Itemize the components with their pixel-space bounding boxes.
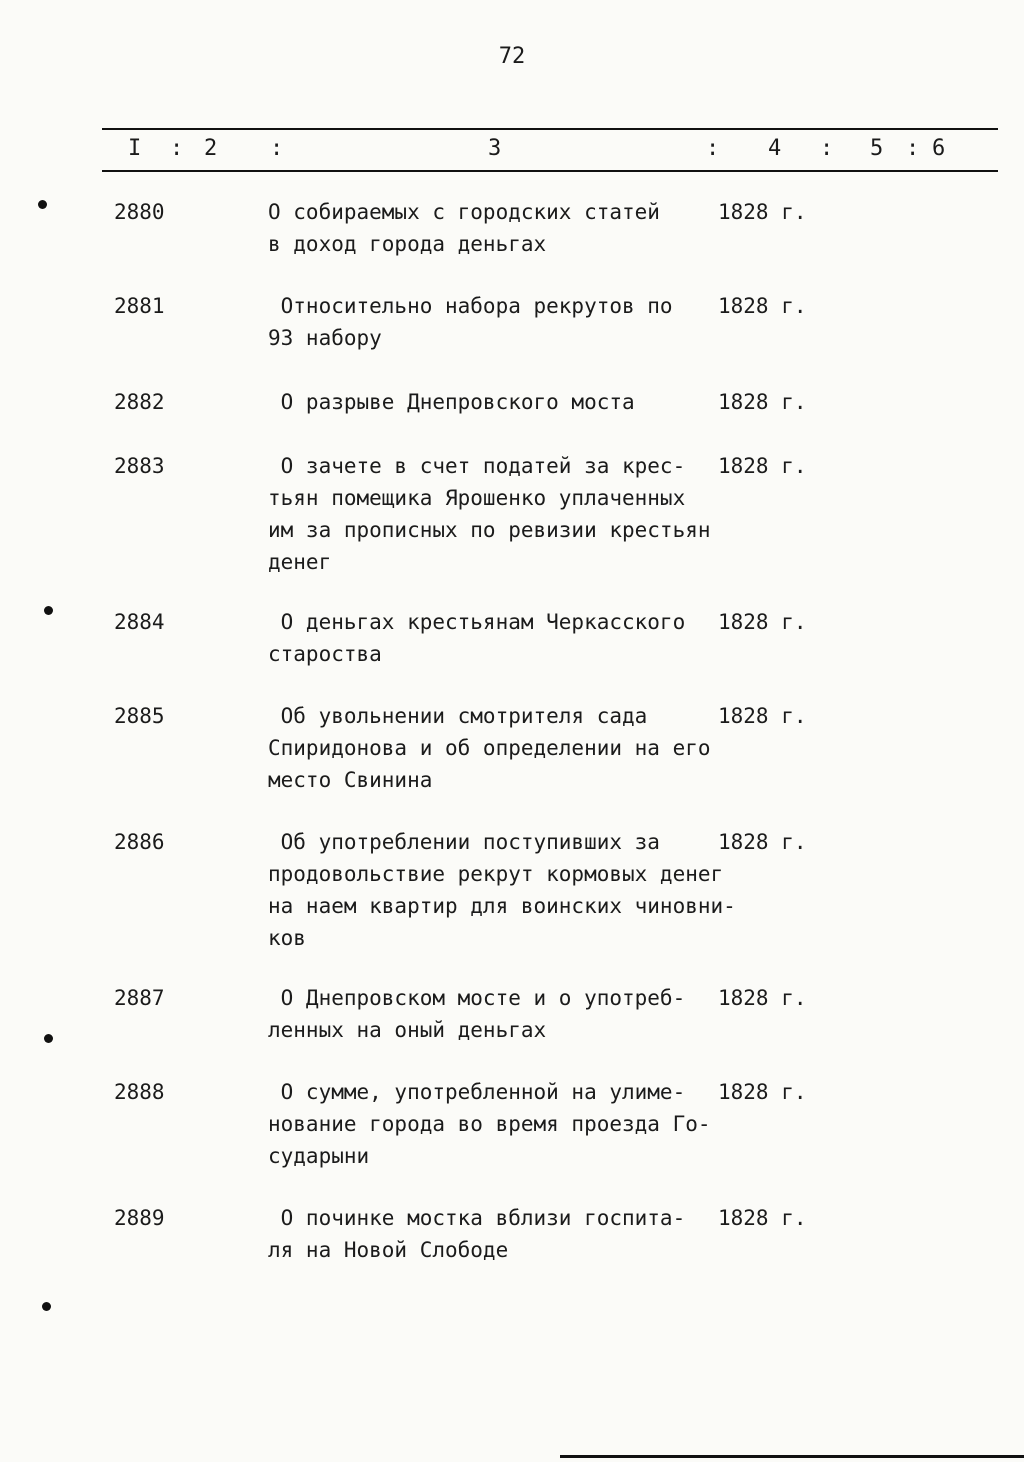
entry-title: О починке мостка вблизи госпита- ля на Новой Слободе xyxy=(268,1206,686,1262)
entry-title: О деньгах крестьянам Черкасского староства xyxy=(268,610,686,666)
punch-hole-mark xyxy=(44,1034,53,1043)
entry-title: О разрыве Днепровского моста xyxy=(268,390,635,414)
entry-date: 1828 г. xyxy=(718,704,807,728)
entry-date: 1828 г. xyxy=(718,1080,807,1104)
entry-number: 2883 xyxy=(114,454,165,478)
column-header-5: 5 xyxy=(870,136,884,161)
entry-date: 1828 г. xyxy=(718,1206,807,1230)
column-header-4: 4 xyxy=(768,136,782,161)
column-separator: : xyxy=(706,136,720,161)
entry-number: 2886 xyxy=(114,830,165,854)
entry-date: 1828 г. xyxy=(718,986,807,1010)
entry-number: 2884 xyxy=(114,610,165,634)
entry-number: 2881 xyxy=(114,294,165,318)
entry-title: О собираемых с городских статей в доход города деньгах xyxy=(268,200,660,256)
entry-title: Относительно набора рекрутов по 93 набору xyxy=(268,294,673,350)
entry-number: 2887 xyxy=(114,986,165,1010)
table-top-rule xyxy=(102,128,998,130)
entry-date: 1828 г. xyxy=(718,610,807,634)
entry-date: 1828 г. xyxy=(718,200,807,224)
entry-number: 2889 xyxy=(114,1206,165,1230)
entry-title: Об употреблении поступивших за продовольствие рекрут кормовых денег на наем квартир для воинских чиновни- ков xyxy=(268,830,736,950)
entry-title: О зачете в счет податей за крес- тьян помещика Ярошенко уплаченных им за прописных по ревизии крестьян денег xyxy=(268,454,711,574)
column-separator: : xyxy=(906,136,920,161)
column-header-2: 2 xyxy=(204,136,218,161)
entry-date: 1828 г. xyxy=(718,830,807,854)
punch-hole-mark xyxy=(44,606,53,615)
entry-title: О сумме, употребленной на улиме- нование города во время проезда Го- сударыни xyxy=(268,1080,711,1168)
column-header-6: 6 xyxy=(932,136,946,161)
entry-number: 2885 xyxy=(114,704,165,728)
entry-number: 2888 xyxy=(114,1080,165,1104)
column-header-3: 3 xyxy=(488,136,502,161)
column-separator: : xyxy=(820,136,834,161)
entry-date: 1828 г. xyxy=(718,390,807,414)
column-header-1: I xyxy=(128,136,142,161)
column-separator: : xyxy=(270,136,284,161)
entry-date: 1828 г. xyxy=(718,454,807,478)
entry-title: О Днепровском мосте и о употреб- ленных на оный деньгах xyxy=(268,986,686,1042)
table-header-rule xyxy=(102,170,998,172)
punch-hole-mark xyxy=(42,1302,51,1311)
page-number: 72 xyxy=(498,44,526,69)
entry-title: Об увольнении смотрителя сада Спиридонова и об определении на его место Свинина xyxy=(268,704,711,792)
column-header-row xyxy=(0,136,1024,166)
entry-number: 2882 xyxy=(114,390,165,414)
punch-hole-mark xyxy=(38,200,47,209)
entry-date: 1828 г. xyxy=(718,294,807,318)
page-bottom-rule xyxy=(560,1455,1024,1458)
entry-number: 2880 xyxy=(114,200,165,224)
column-separator: : xyxy=(170,136,184,161)
